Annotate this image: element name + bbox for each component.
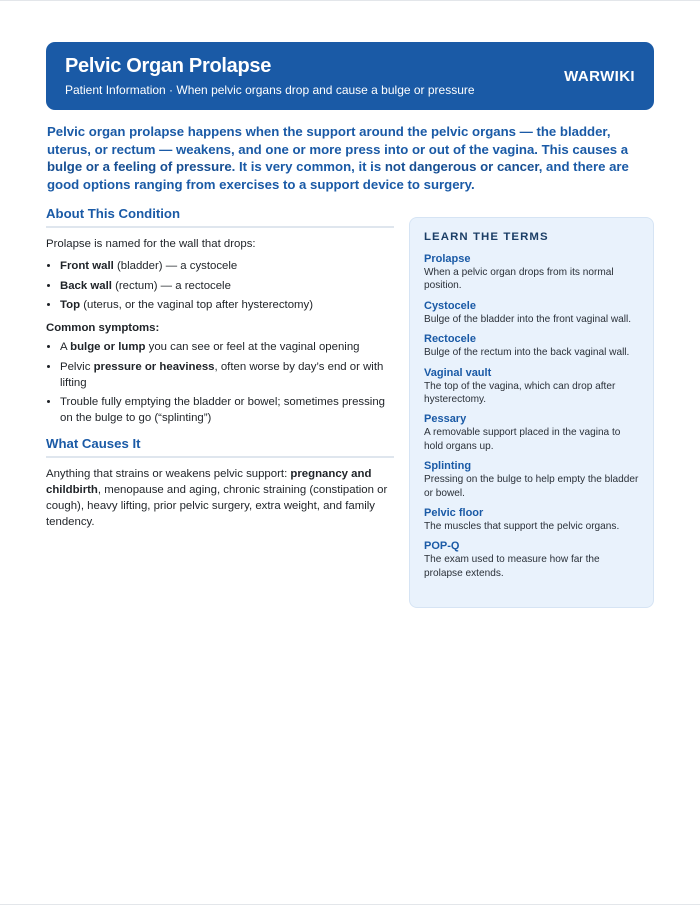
page-title: Pelvic Organ Prolapse <box>65 55 272 77</box>
list-item-term: Front wall <box>60 260 114 272</box>
list-item <box>60 394 394 426</box>
term-definition: The top of the vagina, which can drop after hysterectomy. <box>424 380 616 406</box>
top-divider <box>0 0 700 1</box>
term-definition: A removable support placed in the vagina to hold organs up. <box>424 427 621 452</box>
list-item <box>60 258 394 274</box>
about-lead: Prolapse is named for the wall that drops: <box>46 238 256 250</box>
intro-text: , and there are good options ranging from exercises to a support device to surgery. <box>47 159 629 193</box>
intro-text: Pelvic organ prolapse happens when the support around the pelvic organs — the bladder, uterus, or rectum — weakens, and one or more press into or out of the vagina. This causes a <box>47 124 629 157</box>
page-header <box>46 42 654 110</box>
causes-text: , menopause and aging, chronic straining (constipation or cough), heavy lifting, prior pelvic surgery, extra weight, and family tendency. <box>46 484 388 528</box>
intro-paragraph <box>47 123 653 194</box>
symptom-list <box>46 339 394 426</box>
term-entry <box>424 459 639 500</box>
list-item-term: Back wall <box>60 279 112 292</box>
terms-title: LEARN THE TERMS <box>424 231 549 243</box>
page-subtitle: Patient Information · When pelvic organs drop and cause a bulge or pressure <box>65 83 475 97</box>
list-item <box>60 297 394 313</box>
symptoms-heading: Common symptoms: <box>46 322 160 334</box>
causes-text: Anything that strains or weakens pelvic support: <box>46 468 291 480</box>
term-definition: Bulge of the rectum into the back vaginal wall. <box>424 347 630 359</box>
section-heading-about: About This Condition <box>46 206 394 228</box>
list-item-text: , often worse by day’s end or with lifting <box>60 360 384 389</box>
bottom-divider <box>0 904 700 905</box>
brand-logo: WARWIKI <box>564 68 635 85</box>
list-item-text: (rectum) — a rectocele <box>111 279 231 292</box>
list-item-term: pressure or heaviness <box>93 360 215 373</box>
causes-emphasis: pregnancy and childbirth <box>46 468 372 496</box>
list-item <box>60 359 394 391</box>
term-entry <box>424 299 639 326</box>
causes-paragraph <box>46 466 394 530</box>
term-entry <box>424 412 639 453</box>
list-item <box>60 278 394 294</box>
term-name: Splinting <box>424 460 472 473</box>
term-definition: Pressing on the bulge to help empty the bladder or bowel. <box>424 474 639 499</box>
term-entry <box>424 252 639 293</box>
list-item-text: (bladder) — a cystocele <box>113 260 238 272</box>
term-definition: The muscles that support the pelvic organs. <box>424 521 620 533</box>
term-name: Prolapse <box>424 253 471 265</box>
intro-text: . It is very common, it is <box>231 159 385 175</box>
list-item-text: A <box>60 341 71 353</box>
term-name: Pessary <box>424 413 467 426</box>
term-name: POP-Q <box>424 540 460 553</box>
intro-emphasis: not dangerous or cancer <box>384 159 539 175</box>
list-item-term: bulge or lump <box>70 341 146 353</box>
term-entry <box>424 539 639 580</box>
list-item <box>60 339 394 355</box>
intro-emphasis: bulge or a feeling of pressure <box>47 159 232 175</box>
term-entry <box>424 366 639 407</box>
term-name: Cystocele <box>424 299 476 312</box>
term-entry <box>424 506 639 533</box>
wall-list <box>46 258 394 313</box>
term-name: Rectocele <box>424 333 476 346</box>
term-entry <box>424 332 639 359</box>
term-definition: Bulge of the bladder into the front vaginal wall. <box>424 313 632 325</box>
main-column <box>46 206 394 536</box>
list-item-text: (uterus, or the vaginal top after hysterectomy) <box>80 299 314 311</box>
section-heading-causes: What Causes It <box>46 436 394 458</box>
term-definition: The exam used to measure how far the prolapse extends. <box>424 554 600 579</box>
list-item-term: Top <box>60 299 81 311</box>
terms-sidebar <box>409 217 654 608</box>
list-item-text: you can see or feel at the vaginal opening <box>145 341 360 353</box>
list-item-text: Trouble fully emptying the bladder or bowel; sometimes pressing on the bulge to go (“splinting”) <box>60 396 385 424</box>
term-definition: When a pelvic organ drops from its normal position. <box>424 267 614 292</box>
term-name: Vaginal vault <box>424 366 492 379</box>
term-name: Pelvic floor <box>424 507 484 520</box>
list-item-text: Pelvic <box>60 360 94 373</box>
